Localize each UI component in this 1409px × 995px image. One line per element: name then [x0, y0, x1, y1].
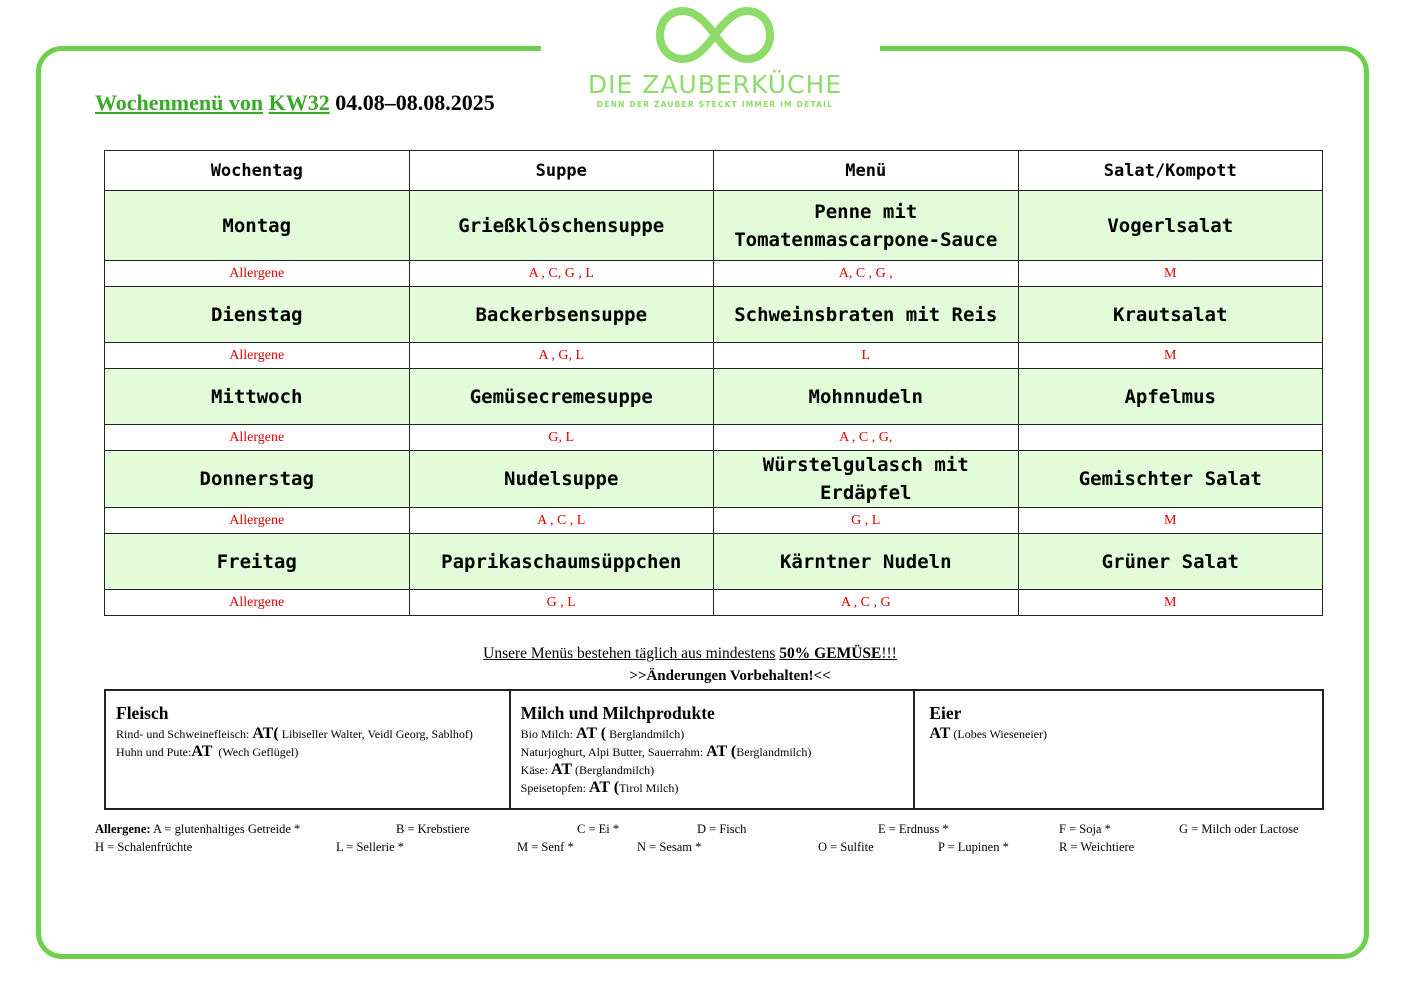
origin-source: (Wech Geflügel) — [212, 745, 299, 759]
legend-row-2 — [95, 840, 1355, 858]
allergen-salad: M — [1018, 343, 1323, 369]
allergen-label: Allergene — [105, 261, 410, 287]
allergen-menu: A, C , G , — [714, 261, 1019, 287]
origin-meat-line2 — [116, 743, 499, 761]
infinity-logo-icon — [653, 4, 777, 66]
allergen-soup: A , G, L — [409, 343, 714, 369]
allergen-label: Allergene — [105, 508, 410, 534]
legend-row-1 — [95, 822, 1355, 840]
allergen-salad: M — [1018, 590, 1323, 616]
vegetable-note — [0, 645, 1380, 663]
origin-dairy-line4 — [521, 779, 904, 797]
salad-cell: Krautsalat — [1018, 287, 1323, 343]
allergen-label: Allergene — [105, 425, 410, 451]
allergen-soup: A , C, G , L — [409, 261, 714, 287]
origin-dairy — [511, 691, 916, 808]
legend-item: D = Fisch — [697, 822, 747, 836]
origin-label: Speisetopfen: — [520, 781, 586, 795]
allergen-label: Allergene — [105, 590, 410, 616]
origin-box — [104, 689, 1324, 810]
soup-cell: Paprikaschaumsüppchen — [409, 534, 714, 590]
soup-cell: Gemüsecremesuppe — [409, 369, 714, 425]
menu-cell: Würstelgulasch mit Erdäpfel — [714, 451, 1019, 508]
menu-cell: Mohnnudeln — [714, 369, 1019, 425]
origin-source: (Lobes Wieseneier) — [950, 727, 1047, 741]
origin-source: Tirol Milch) — [619, 781, 679, 795]
allergen-soup: G , L — [409, 590, 714, 616]
legend-item: L = Sellerie * — [336, 840, 405, 854]
allergen-label: Allergene — [105, 343, 410, 369]
header-soup: Suppe — [409, 151, 714, 191]
soup-cell: Nudelsuppe — [409, 451, 714, 508]
header-menu: Menü — [714, 151, 1019, 191]
allergen-row-thursday — [105, 508, 1323, 534]
legend-item: N = Sesam * — [637, 840, 702, 854]
table-row-friday — [105, 534, 1323, 590]
legend-item: M = Senf * — [517, 840, 574, 854]
legend-item: P = Lupinen * — [938, 840, 1009, 854]
allergen-row-monday — [105, 261, 1323, 287]
origin-dairy-line2 — [521, 743, 904, 761]
menu-cell — [714, 191, 1019, 261]
day-cell: Montag — [105, 191, 410, 261]
origin-at: AT ( — [589, 779, 620, 796]
table-row-thursday — [105, 451, 1323, 508]
allergen-menu: A , C , G — [714, 590, 1019, 616]
origin-dairy-line3 — [521, 761, 904, 779]
salad-cell: Grüner Salat — [1018, 534, 1323, 590]
day-cell: Dienstag — [105, 287, 410, 343]
legend-item: O = Sulfite — [818, 840, 874, 854]
origin-at: AT — [551, 761, 573, 778]
allergen-salad: M — [1018, 508, 1323, 534]
day-cell: Donnerstag — [105, 451, 410, 508]
origin-eggs — [915, 691, 1322, 808]
origin-at: AT — [191, 743, 213, 760]
origin-source: Libiseller Walter, Veidl Georg, Sablhof) — [278, 727, 473, 741]
origin-eggs-line1 — [929, 725, 1312, 743]
brand-tagline: DENN DER ZAUBER STECKT IMMER IM DETAIL — [596, 100, 834, 109]
origin-label: Bio Milch: — [520, 727, 574, 741]
table-row-wednesday — [105, 369, 1323, 425]
salad-cell: Vogerlsalat — [1018, 191, 1323, 261]
origin-at: AT — [929, 725, 951, 742]
legend-item: A = glutenhaltiges Getreide * — [152, 822, 301, 836]
origin-meat-title: Fleisch — [116, 703, 169, 723]
origin-label: Huhn und Pute: — [116, 745, 192, 759]
origin-meat — [106, 691, 511, 808]
origin-source: Berglandmilch) — [606, 727, 685, 741]
vegetable-note-text: Unsere Menüs bestehen täglich aus mindestens — [483, 645, 776, 662]
legend-item: R = Weichtiere — [1059, 840, 1135, 854]
legend-item: H = Schalenfrüchte — [95, 840, 193, 854]
soup-cell: Backerbsensuppe — [409, 287, 714, 343]
origin-meat-line1 — [116, 725, 499, 743]
origin-label: Rind- und Schweinefleisch: — [116, 727, 250, 741]
origin-at: AT ( — [576, 725, 607, 742]
title-range: 04.08–08.08.2025 — [335, 90, 495, 115]
allergen-soup: A , C , L — [409, 508, 714, 534]
table-header-row — [105, 151, 1323, 191]
title-label: Wochenmenü von — [95, 90, 264, 115]
legend-item: F = Soja * — [1059, 822, 1111, 836]
vegetable-note-bold: 50% GEMÜSE — [779, 645, 882, 662]
allergen-menu: G , L — [714, 508, 1019, 534]
allergen-salad: M — [1018, 261, 1323, 287]
allergen-menu: A , C , G, — [714, 425, 1019, 451]
legend-item: C = Ei * — [577, 822, 620, 836]
legend-item: E = Erdnuss * — [878, 822, 949, 836]
menu-cell: Kärntner Nudeln — [714, 534, 1019, 590]
header-weekday: Wochentag — [105, 151, 410, 191]
legend-item: G = Milch oder Lactose — [1179, 822, 1299, 836]
allergen-salad — [1018, 425, 1323, 451]
table-row-tuesday — [105, 287, 1323, 343]
origin-dairy-line1 — [521, 725, 904, 743]
origin-dairy-title: Milch und Milchprodukte — [520, 703, 715, 723]
allergen-legend — [95, 822, 1355, 858]
day-cell: Freitag — [105, 534, 410, 590]
weekly-menu-table — [104, 150, 1323, 616]
brand-logo — [585, 4, 845, 122]
allergen-soup: G, L — [409, 425, 714, 451]
header-salad: Salat/Kompott — [1018, 151, 1323, 191]
vegetable-note-exclaim: !!! — [881, 645, 897, 662]
allergen-row-wednesday — [105, 425, 1323, 451]
changes-note: >>Änderungen Vorbehalten!<< — [629, 668, 831, 684]
menu-cell: Schweinsbraten mit Reis — [714, 287, 1019, 343]
origin-label: Naturjoghurt, Alpi Butter, Sauerrahm: — [520, 745, 704, 759]
legend-label: Allergene: — [95, 822, 151, 836]
origin-source: (Berglandmilch) — [572, 763, 655, 777]
menu-text: Penne mit Tomatenmascarpone-Sauce — [734, 200, 998, 251]
salad-cell: Apfelmus — [1018, 369, 1323, 425]
page-title — [95, 90, 495, 116]
origin-at: AT( — [252, 725, 279, 742]
soup-cell: Grießklöschensuppe — [409, 191, 714, 261]
origin-eggs-title: Eier — [929, 703, 962, 723]
table-row-monday — [105, 191, 1323, 261]
origin-label: Käse: — [520, 763, 548, 777]
salad-cell: Gemischter Salat — [1018, 451, 1323, 508]
day-cell: Mittwoch — [105, 369, 410, 425]
allergen-row-friday — [105, 590, 1323, 616]
allergen-row-tuesday — [105, 343, 1323, 369]
allergen-menu: L — [714, 343, 1019, 369]
origin-at: AT ( — [706, 743, 737, 760]
legend-item: B = Krebstiere — [396, 822, 470, 836]
origin-source: Berglandmilch) — [736, 745, 812, 759]
title-week: KW32 — [268, 90, 330, 115]
brand-name: DIE ZAUBERKÜCHE — [587, 70, 843, 99]
